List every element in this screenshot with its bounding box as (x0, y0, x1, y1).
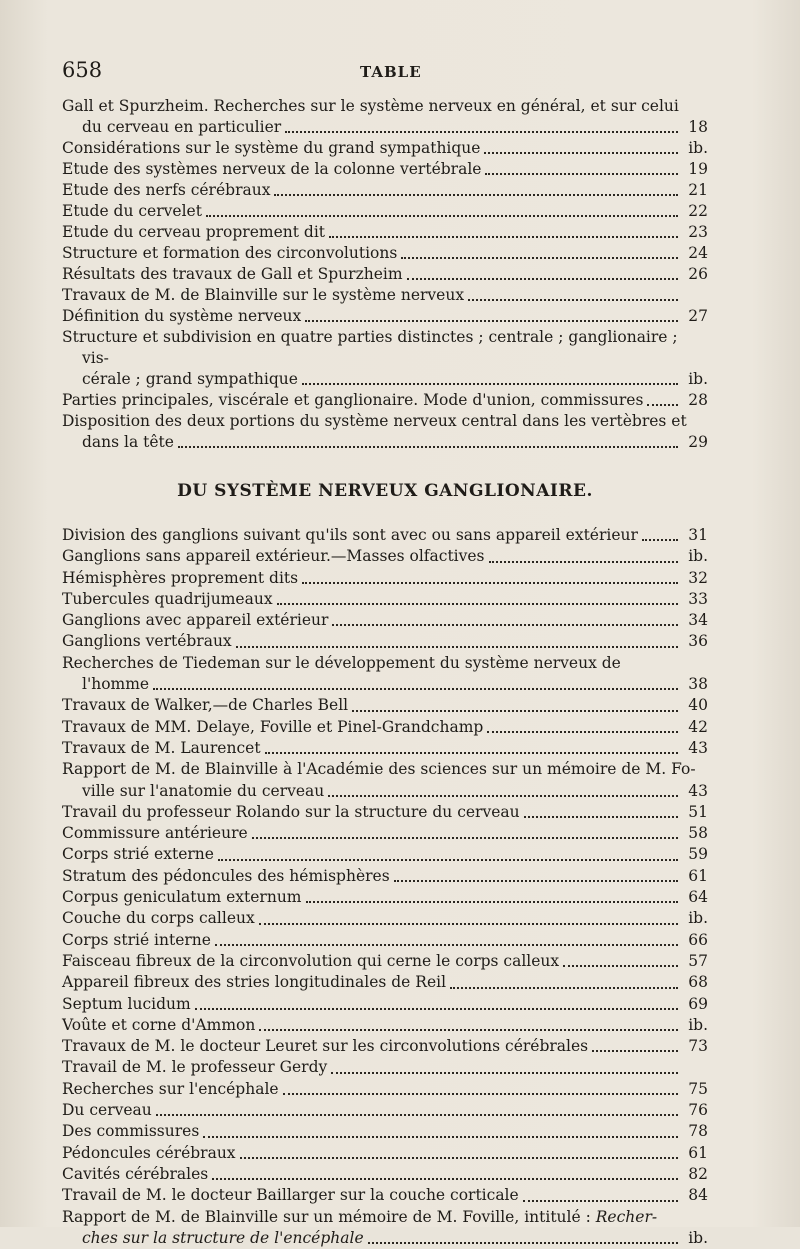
dot-leader (647, 403, 678, 406)
toc-entry (62, 1079, 708, 1100)
toc-entry-page: 57 (684, 951, 708, 972)
dot-leader (394, 879, 678, 882)
toc-entry-page: 51 (684, 802, 708, 823)
toc-entry-page: 32 (684, 568, 708, 589)
toc-entry (62, 525, 708, 546)
toc-entry-label: Etude des nerfs cérébraux (62, 180, 270, 201)
toc-entry (62, 717, 708, 738)
toc-entry-page: ib. (684, 908, 708, 929)
toc-entry (62, 1207, 708, 1249)
toc-entry-page: 84 (684, 1185, 708, 1206)
toc-entry-page: 22 (684, 201, 708, 222)
dot-leader (642, 538, 678, 541)
dot-leader (305, 319, 678, 322)
toc-entry (62, 390, 708, 411)
dot-leader (332, 623, 678, 626)
toc-entry-continuation-label: cérale ; grand sympathique (82, 369, 298, 390)
dot-leader (195, 1007, 678, 1010)
dot-leader (302, 581, 678, 584)
toc-entry-label: Ganglions avec appareil extérieur (62, 610, 328, 631)
toc-entry-page: ib. (684, 1228, 708, 1249)
dot-leader (212, 1177, 678, 1180)
toc-entry-label: Travaux de MM. Delaye, Foville et Pinel-Grandchamp (62, 717, 483, 738)
toc-entry-label: Des commissures (62, 1121, 199, 1142)
toc-entry-page: 26 (684, 264, 708, 285)
toc-entry-page: ib. (684, 138, 708, 159)
toc-entry-page: 27 (684, 306, 708, 327)
toc-entry-continuation (82, 674, 708, 695)
page-header (62, 58, 708, 90)
toc-entry-page: 61 (684, 1143, 708, 1164)
toc-entry-page: 78 (684, 1121, 708, 1142)
toc-entry-page: 75 (684, 1079, 708, 1100)
toc-entry-label: Disposition des deux portions du système nerveux central dans les vertèbres et (62, 412, 687, 430)
dot-leader (524, 815, 678, 818)
dot-leader (218, 858, 678, 861)
dot-leader (329, 235, 678, 238)
toc-entry-page: 64 (684, 887, 708, 908)
toc-entry (62, 695, 708, 716)
toc-entry (62, 546, 708, 567)
dot-leader (240, 1156, 678, 1159)
dot-leader (252, 836, 678, 839)
toc-entry (62, 264, 708, 285)
dot-leader (283, 1092, 678, 1095)
toc-entry-first-line (82, 1207, 708, 1228)
toc-entry (62, 222, 708, 243)
toc-entry-continuation-label: ches sur la structure de l'encéphale (82, 1228, 364, 1249)
toc-entry (62, 306, 708, 327)
toc-entry-page: ib. (684, 1015, 708, 1036)
toc-entry (62, 1121, 708, 1142)
toc-entry-label: Hémisphères proprement dits (62, 568, 298, 589)
toc-entry-page: 76 (684, 1100, 708, 1121)
toc-entry-first-line (82, 96, 708, 117)
dot-leader (265, 751, 678, 754)
toc-entry-page: 29 (684, 432, 708, 453)
toc-entry (62, 201, 708, 222)
toc-entry-label: Travaux de M. le docteur Leuret sur les circonvolutions cérébrales (62, 1036, 588, 1057)
toc-entry (62, 411, 708, 453)
dot-leader (368, 1241, 678, 1244)
toc-entry-page: 59 (684, 844, 708, 865)
toc-entry-page: ib. (684, 369, 708, 390)
toc-entry-page: 82 (684, 1164, 708, 1185)
toc-entry (62, 1143, 708, 1164)
toc-entry (62, 285, 708, 306)
toc-entry (62, 823, 708, 844)
toc-entry-label: Cavités cérébrales (62, 1164, 208, 1185)
toc-entry (62, 738, 708, 759)
toc-entry (62, 653, 708, 696)
toc-entry-label: Travaux de Walker,—de Charles Bell (62, 695, 348, 716)
toc-entry-first-line (82, 327, 708, 369)
toc-entry-continuation (82, 369, 708, 390)
toc-entry-page: 68 (684, 972, 708, 993)
toc-entry-label: Structure et formation des circonvolutions (62, 243, 397, 264)
toc-entry-continuation-label: du cerveau en particulier (82, 117, 281, 138)
toc-entry-label: Corps strié externe (62, 844, 214, 865)
toc-entry-page: 69 (684, 994, 708, 1015)
toc-entry-label: Structure et subdivision en quatre parties distinctes ; centrale ; ganglionaire ; vis- (62, 328, 678, 367)
toc-entry-label: Recherches de Tiedeman sur le développement du système nerveux de (62, 654, 621, 672)
dot-leader (285, 130, 678, 133)
toc-entry (62, 1057, 708, 1078)
toc-entry-page: 61 (684, 866, 708, 887)
dot-leader (487, 730, 678, 733)
toc-entry (62, 159, 708, 180)
toc-entry (62, 1100, 708, 1121)
toc-entry-page: 66 (684, 930, 708, 951)
toc-entry (62, 327, 708, 390)
toc-entry-page: 40 (684, 695, 708, 716)
toc-entry-page: 21 (684, 180, 708, 201)
toc-entry (62, 610, 708, 631)
toc-entry-label: Tubercules quadrijumeaux (62, 589, 273, 610)
toc-entry (62, 994, 708, 1015)
toc-entry-label: Etude du cervelet (62, 201, 202, 222)
dot-leader (302, 382, 678, 385)
dot-leader (407, 277, 678, 280)
dot-leader (468, 298, 678, 301)
toc-entry (62, 180, 708, 201)
toc-entry-page: 19 (684, 159, 708, 180)
dot-leader (274, 193, 678, 196)
toc-entry (62, 589, 708, 610)
toc-entry-label: Division des ganglions suivant qu'ils sont avec ou sans appareil extérieur (62, 525, 638, 546)
dot-leader (206, 214, 678, 217)
toc-entry-label: Parties principales, viscérale et ganglionaire. Mode d'union, commissures (62, 390, 643, 411)
toc-entry-page: ib. (684, 546, 708, 567)
toc-entry (62, 631, 708, 652)
toc-entry (62, 951, 708, 972)
toc-entry-continuation (82, 117, 708, 138)
toc-entry-first-line (82, 759, 708, 780)
dot-leader (328, 794, 678, 797)
toc-entry-page: 42 (684, 717, 708, 738)
toc-entry (62, 887, 708, 908)
toc-entry (62, 243, 708, 264)
toc-entry (62, 930, 708, 951)
dot-leader (215, 943, 678, 946)
dot-leader (401, 256, 678, 259)
dot-leader (259, 1028, 678, 1031)
toc-entry-continuation (82, 1228, 708, 1249)
toc-entry-label: Commissure antérieure (62, 823, 248, 844)
toc-entry-label: Corps strié interne (62, 930, 211, 951)
dot-leader (563, 964, 678, 967)
toc-entry (62, 138, 708, 159)
toc-entry-label: Ganglions sans appareil extérieur.—Masses olfactives (62, 546, 485, 567)
toc-entry-label: Couche du corps calleux (62, 908, 255, 929)
toc-entry-label: Corpus geniculatum externum (62, 887, 302, 908)
toc-entry (62, 759, 708, 802)
toc-entry-continuation (82, 432, 708, 453)
toc-entry-page: 38 (684, 674, 708, 695)
toc-entry (62, 1185, 708, 1206)
toc-entry (62, 866, 708, 887)
toc-entry-page: 58 (684, 823, 708, 844)
dot-leader (156, 1113, 678, 1116)
toc-entry (62, 972, 708, 993)
toc-entry-label: Stratum des pédoncules des hémisphères (62, 866, 390, 887)
toc-entry-page: 18 (684, 117, 708, 138)
toc-entry-label-italic: Recher- (596, 1208, 657, 1226)
dot-leader (489, 560, 678, 563)
toc-entry-page: 73 (684, 1036, 708, 1057)
dot-leader (203, 1135, 678, 1138)
toc-entry-page: 33 (684, 589, 708, 610)
toc-entry-label: Du cerveau (62, 1100, 152, 1121)
dot-leader (523, 1199, 678, 1202)
toc-entry (62, 568, 708, 589)
toc-entry-label: Travaux de M. Laurencet (62, 738, 261, 759)
dot-leader (592, 1049, 678, 1052)
toc-entry-label: Pédoncules cérébraux (62, 1143, 236, 1164)
running-title: TABLE (360, 63, 422, 81)
toc-entry-page: 43 (684, 738, 708, 759)
dot-leader (153, 687, 678, 690)
dot-leader (259, 922, 678, 925)
toc-entry-label: Appareil fibreux des stries longitudinales de Reil (62, 972, 446, 993)
toc-entry (62, 802, 708, 823)
toc-entry (62, 1164, 708, 1185)
toc-entry-label: Ganglions vertébraux (62, 631, 232, 652)
toc-entry-page: 34 (684, 610, 708, 631)
toc-entry-label: Etude du cerveau proprement dit (62, 222, 325, 243)
toc-entry-first-line (82, 411, 708, 432)
toc-entry-page: 43 (684, 781, 708, 802)
dot-leader (485, 172, 678, 175)
toc-entry-label: Voûte et corne d'Ammon (62, 1015, 255, 1036)
toc-entry-page: 36 (684, 631, 708, 652)
toc-entry-label: Septum lucidum (62, 994, 191, 1015)
dot-leader (450, 986, 678, 989)
toc-entry-continuation-label: l'homme (82, 674, 149, 695)
toc-entry (62, 1015, 708, 1036)
toc-entry-label: Travail du professeur Rolando sur la structure du cerveau (62, 802, 520, 823)
toc-entry (62, 96, 708, 138)
toc-entry-continuation-label: dans la tête (82, 432, 174, 453)
toc-entry-label: Considérations sur le système du grand sympathique (62, 138, 480, 159)
toc-entry-first-line (82, 653, 708, 674)
toc-entry-label: Travail de M. le docteur Baillarger sur la couche corticale (62, 1185, 519, 1206)
dot-leader (236, 645, 678, 648)
dot-leader (484, 151, 678, 154)
toc-entry (62, 844, 708, 865)
toc-entry-label: Gall et Spurzheim. Recherches sur le système nerveux en général, et sur celui (62, 97, 679, 115)
toc-entry-page: 23 (684, 222, 708, 243)
toc-entry-page: 31 (684, 525, 708, 546)
toc-entry-label: Résultats des travaux de Gall et Spurzheim (62, 264, 403, 285)
toc-entry-label: Travaux de M. de Blainville sur le système nerveux (62, 285, 464, 306)
toc-entry (62, 908, 708, 929)
toc-entry-label: Travail de M. le professeur Gerdy (62, 1057, 327, 1078)
toc-list-top (62, 96, 708, 453)
toc-entry-page: 28 (684, 390, 708, 411)
dot-leader (331, 1071, 678, 1074)
toc-entry-label: Rapport de M. de Blainville à l'Académie des sciences sur un mémoire de M. Fo- (62, 760, 696, 778)
page-number: 658 (62, 58, 212, 82)
toc-list-bottom (62, 525, 708, 1249)
toc-entry-continuation (82, 781, 708, 802)
dot-leader (352, 709, 678, 712)
dot-leader (277, 602, 678, 605)
toc-entry-label: Recherches sur l'encéphale (62, 1079, 279, 1100)
toc-entry-label: Faisceau fibreux de la circonvolution qui cerne le corps calleux (62, 951, 559, 972)
dot-leader (306, 900, 678, 903)
dot-leader (178, 445, 678, 448)
toc-entry-label: Rapport de M. de Blainville sur un mémoire de M. Foville, intitulé : (62, 1208, 596, 1226)
toc-entry (62, 1036, 708, 1057)
toc-entry-page: 24 (684, 243, 708, 264)
toc-entry-continuation-label: ville sur l'anatomie du cerveau (82, 781, 324, 802)
toc-entry-label: Etude des systèmes nerveux de la colonne vertébrale (62, 159, 481, 180)
toc-entry-label: Définition du système nerveux (62, 306, 301, 327)
section-heading: DU SYSTÈME NERVEUX GANGLIONAIRE. (62, 481, 708, 501)
